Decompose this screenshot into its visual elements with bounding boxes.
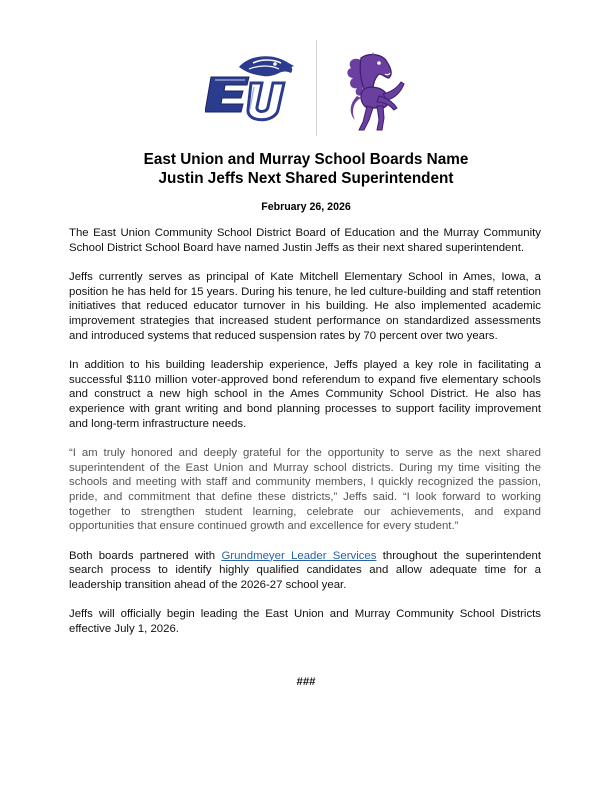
paragraph-quote: “I am truly honored and deeply grateful for the opportunity to serve as the next shared superintendent of the East Union and Murray school districts. During my time visiting the schools and meeting with staff and community members, I quickly recognized the passion, pride, and commitment that define these districts,” Jeffs said. “I look forward to working together to strengthen student learning, celebrate our achievements, and expand opportunities that ensure continued growth and excellence for every student.”	[69, 447, 541, 533]
search-partner-text-before: Both boards partnered with	[69, 549, 222, 562]
article-body	[69, 226, 541, 652]
logo-divider	[316, 40, 317, 136]
paragraph-search-partner	[69, 549, 541, 593]
headline-line-2: Justin Jeffs Next Shared Superintendent	[158, 170, 454, 187]
murray-mustang-logo	[343, 52, 407, 132]
release-date: February 26, 2026	[261, 201, 351, 213]
headline-line-1: East Union and Murray School Boards Name	[143, 151, 469, 168]
east-union-eu-logo	[205, 53, 295, 125]
search-partner-text-after: throughout the superintendent search process to identify highly qualified candidates and allow adequate time for a leadership transition ahead of the 2026-27 school year.	[69, 549, 541, 591]
paragraph-start-date: Jeffs will officially begin leading the East Union and Murray Community School Districts effective July 1, 2026.	[69, 608, 541, 636]
grundmeyer-link[interactable]: Grundmeyer Leader Services	[221, 549, 377, 562]
paragraph-current-role: Jeffs currently serves as principal of Kate Mitchell Elementary School in Ames, Iowa, a position he has held for 15 years. During his tenure, he led culture-building and staff retention initiatives that reduced educator turnover in his building. He also implemented academic improvement strategies that increased student performance on standardized assessments and introduced systems that reduced suspension rates by 70 percent over two years.	[69, 271, 541, 342]
end-mark: ###	[296, 676, 316, 688]
headline	[60, 150, 552, 188]
paragraph-bond-experience: In addition to his building leadership experience, Jeffs played a key role in facilitating a successful $110 million voter-approved bond referendum to expand five elementary schools and construct a new high school in the Ames Community School District. He also has experience with grant writing and bond planning processes to support facility improvement and long-term infrastructure needs.	[69, 359, 541, 430]
paragraph-announcement: The East Union Community School District Board of Education and the Murray Community School District School Board have named Justin Jeffs as their next shared superintendent.	[69, 227, 541, 254]
logo-header	[0, 40, 612, 136]
